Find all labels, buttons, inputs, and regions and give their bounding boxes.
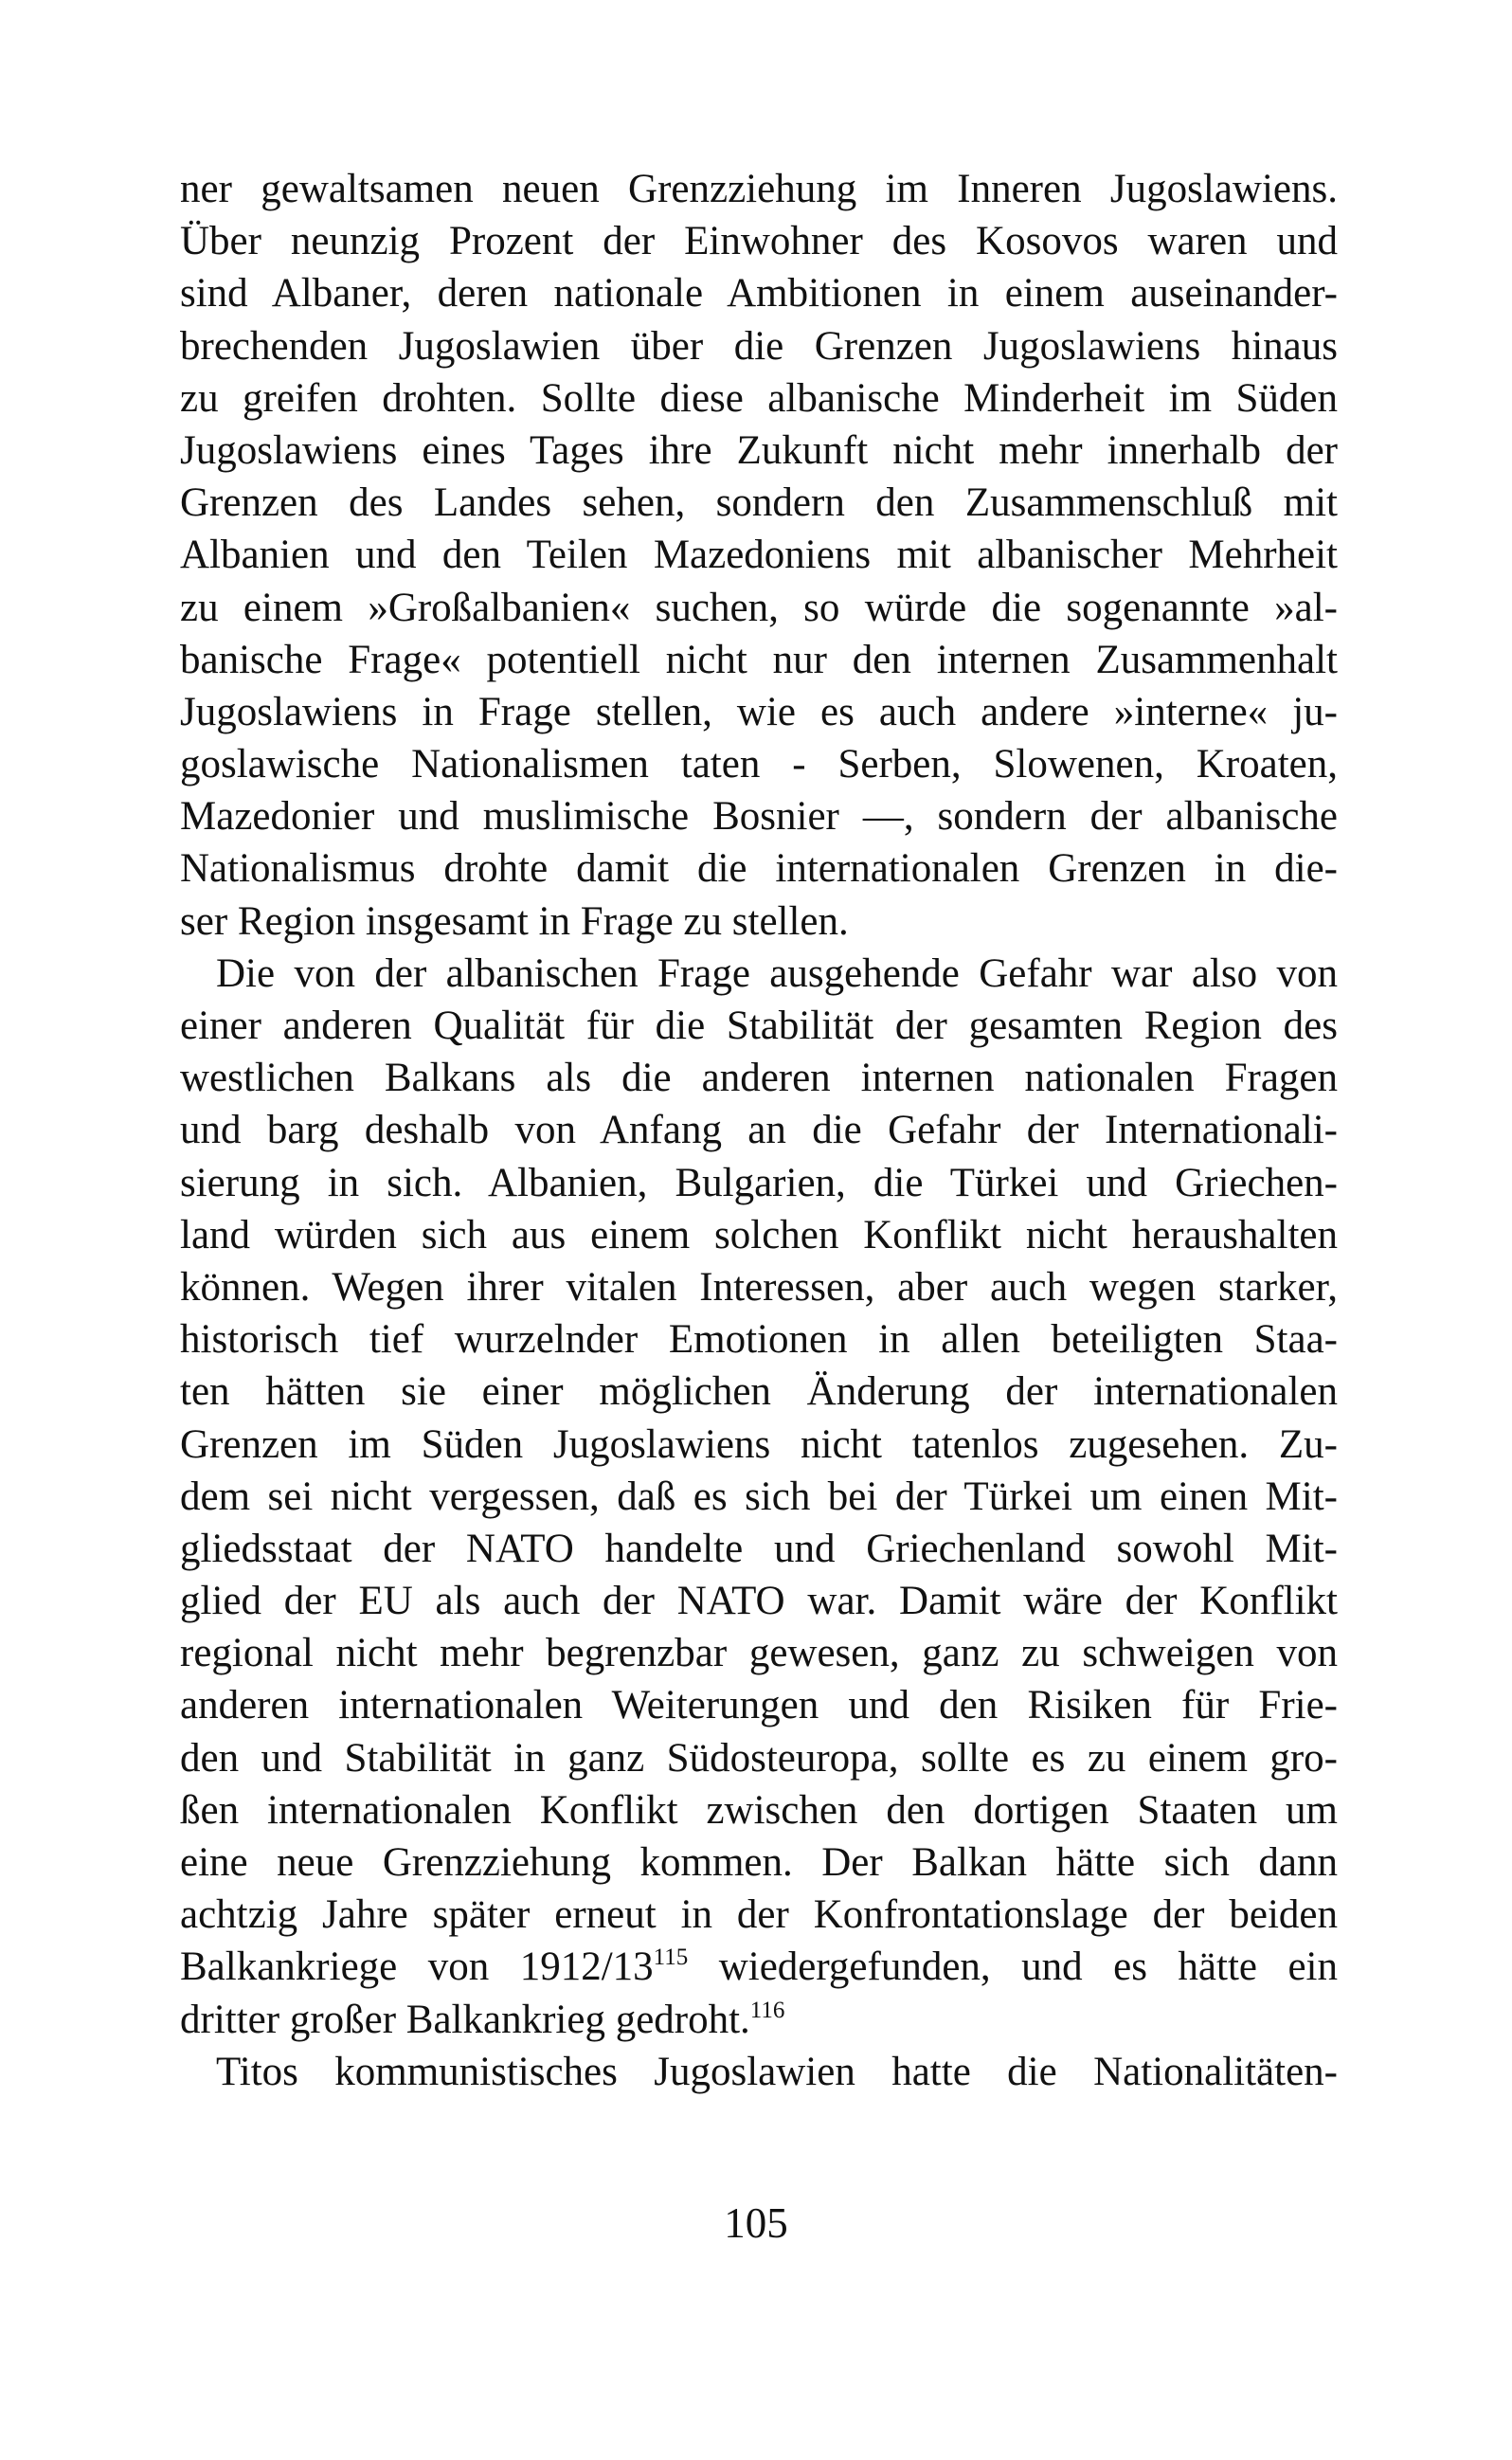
text-line: [180, 1994, 1338, 2046]
paragraph-start-line: Die von der albanischen Frage ausgehende Gefahr war also von: [216, 950, 1338, 996]
text-line: sierung in sich. Albanien, Bulgarien, die Türkei und Griechen-: [180, 1160, 1338, 1205]
text-line: westlichen Balkans als die anderen internen nationalen Fragen: [180, 1056, 1338, 1101]
text-line: regional nicht mehr begrenzbar gewesen, ganz zu schweigen von: [180, 1631, 1338, 1676]
text-line: eine neue Grenzziehung kommen. Der Balkan hätte sich dann: [180, 1840, 1338, 1885]
text-line: banische Frage« potentiell nicht nur den internen Zusammenhalt: [180, 637, 1338, 682]
text-line: ser Region insgesamt in Frage zu stellen.: [180, 898, 849, 944]
text-line: Mazedonier und muslimische Bosnier —, sondern der albanische: [180, 794, 1338, 840]
text-line: Nationalismus drohte damit die internationalen Grenzen in die-: [180, 846, 1338, 892]
text-line: ßen internationalen Konflikt zwischen den dortigen Staaten um: [180, 1787, 1338, 1833]
text-line: den und Stabilität in ganz Südosteuropa, sollte es zu einem gro-: [180, 1735, 1338, 1781]
text-segment: dritter großer Balkankrieg gedroht.: [180, 1997, 750, 2042]
text-line: Albanien und den Teilen Mazedoniens mit albanischer Mehrheit: [180, 533, 1338, 578]
text-line: achtzig Jahre später erneut in der Konfrontationslage der beiden: [180, 1892, 1338, 1938]
text-line: goslawische Nationalismen taten - Serben, Slowenen, Kroaten,: [180, 742, 1338, 787]
page-number: 105: [724, 2199, 788, 2247]
text-line: ten hätten sie einer möglichen Änderung der internationalen: [180, 1369, 1338, 1415]
text-line: land würden sich aus einem solchen Konflikt nicht heraushalten: [180, 1212, 1338, 1257]
text-line: Über neunzig Prozent der Einwohner des Kosovos waren und: [180, 219, 1338, 264]
footnote-ref-115: 115: [653, 1944, 689, 1971]
text-line: glied der EU als auch der NATO war. Damit wäre der Konflikt: [180, 1579, 1338, 1624]
footnote-ref-116: 116: [749, 1997, 785, 2023]
text-segment: Balkankriege von 1912/13: [180, 1944, 654, 1990]
text-line: sind Albaner, deren nationale Ambitionen in einem auseinander-: [180, 271, 1338, 317]
text-line: Jugoslawiens eines Tages ihre Zukunft nicht mehr innerhalb der: [180, 427, 1338, 473]
text-line: Jugoslawiens in Frage stellen, wie es auch andere »interne« ju-: [180, 689, 1338, 734]
paragraph-start-line: Titos kommunistisches Jugoslawien hatte die Nationalitäten-: [216, 2049, 1338, 2094]
text-segment: wiedergefunden, und es hätte ein: [688, 1944, 1339, 1990]
text-line: gliedsstaat der NATO handelte und Griechenland sowohl Mit-: [180, 1526, 1338, 1571]
text-line: dem sei nicht vergessen, daß es sich bei der Türkei um einen Mit-: [180, 1474, 1338, 1519]
text-line: anderen internationalen Weiterungen und den Risiken für Frie-: [180, 1683, 1338, 1728]
text-line: Grenzen im Süden Jugoslawiens nicht tatenlos zugesehen. Zu-: [180, 1421, 1338, 1467]
body-text: [180, 163, 1338, 2098]
text-line: ner gewaltsamen neuen Grenzziehung im Inneren Jugoslawiens.: [180, 167, 1338, 211]
text-line: und barg deshalb von Anfang an die Gefahr der Internationali-: [180, 1108, 1338, 1153]
text-line: Grenzen des Landes sehen, sondern den Zusammenschluß mit: [180, 480, 1338, 526]
text-line: können. Wegen ihrer vitalen Interessen, aber auch wegen starker,: [180, 1264, 1338, 1310]
text-line: brechenden Jugoslawien über die Grenzen Jugoslawiens hinaus: [180, 323, 1338, 369]
text-line: einer anderen Qualität für die Stabilität der gesamten Region des: [180, 1004, 1338, 1048]
text-line: zu greifen drohten. Sollte diese albanische Minderheit im Süden: [180, 375, 1338, 421]
text-line: zu einem »Großalbanien« suchen, so würde die sogenannte »al-: [180, 585, 1338, 630]
text-line: historisch tief wurzelnder Emotionen in allen beteiligten Staa-: [180, 1317, 1338, 1363]
text-line: [180, 1941, 1338, 1993]
